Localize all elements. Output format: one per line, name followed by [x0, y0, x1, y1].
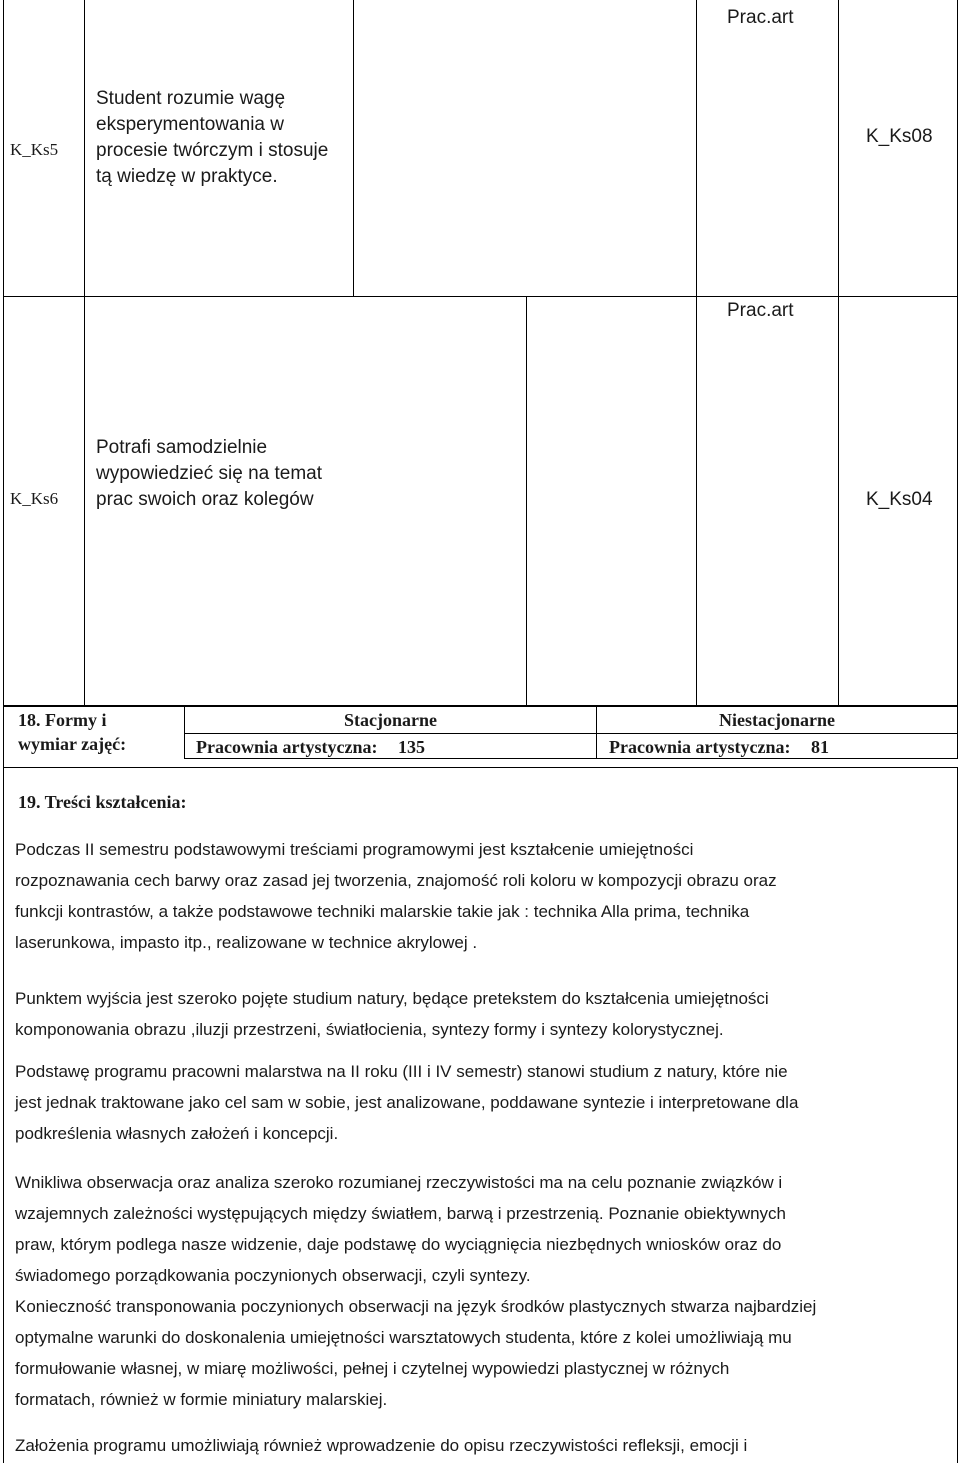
s18-col1-value-number: 135 [397, 737, 425, 757]
ref-cell: K_Ks08 [866, 126, 933, 147]
paragraph-line: Założenia programu umożliwiają również wprowadzenie do opisu rzeczywistości refleksji, emocji i [15, 1436, 748, 1455]
table-col-line-2 [353, 0, 354, 296]
s18-left-line [3, 707, 4, 767]
table-row-line-1 [3, 296, 958, 297]
paragraph-line: praw, którym podlega nasze widzenie, daje podstawę do wyciągnięcia niezbędnych wniosków oraz do [15, 1235, 782, 1254]
method-cell: Prac.art [727, 300, 794, 321]
table-row-line-2 [3, 705, 958, 707]
paragraph-line: Podstawę programu pracowni malarstwa na II roku (III i IV semestr) stanowi studium z natury, które nie [15, 1062, 788, 1081]
s18-col2-value-number: 81 [810, 737, 829, 757]
description-cell [96, 435, 322, 513]
description-line: eksperymentowania w [96, 114, 284, 135]
paragraph-line: optymalne warunki do doskonalenia umiejętności warsztatowych studenta, które z kolei umożliwiają mu [15, 1328, 792, 1347]
s19-right-line [957, 767, 958, 1463]
table-col-line-5 [838, 0, 839, 706]
code-cell: K_Ks5 [10, 140, 59, 159]
s18-col2-value [609, 735, 829, 759]
table-col-line-1 [84, 0, 85, 706]
s19-paragraph-4 [15, 1167, 950, 1415]
s18-col1-value-label: Pracownia artystyczna: [196, 737, 378, 757]
ref-cell: K_Ks04 [866, 489, 933, 510]
s19-paragraph-3 [15, 1056, 950, 1149]
table-border-right [957, 0, 958, 706]
paragraph-line: Konieczność transponowania poczynionych obserwacji na język środków plastycznych stwarza najbardziej [15, 1297, 817, 1316]
s19-paragraph-2 [15, 983, 950, 1045]
paragraph-line: Wnikliwa obserwacja oraz analiza szeroko rozumianej rzeczywistości ma na celu poznanie związków i [15, 1173, 783, 1192]
s18-col2-header: Niestacjonarne [719, 710, 835, 730]
paragraph-line: Podczas II semestru podstawowymi treściami programowymi jest kształcenie umiejętności [15, 840, 694, 859]
table-border-left [3, 0, 4, 706]
table-col-line-3 [526, 296, 527, 706]
s18-header-line [184, 733, 957, 734]
s18-col2-value-label: Pracownia artystyczna: [609, 737, 791, 757]
s18-label-line2: wymiar zajęć: [18, 734, 127, 754]
paragraph-line: Punktem wyjścia jest szeroko pojęte studium natury, będące pretekstem do kształcenia umiejętności [15, 989, 769, 1008]
s19-paragraph-1 [15, 834, 950, 958]
s18-col1-header: Stacjonarne [344, 710, 437, 730]
description-line: Student rozumie wagę [96, 88, 286, 109]
paragraph-line: laserunkowa, impasto itp., realizowane w technice akrylowej . [15, 933, 478, 952]
description-line: procesie twórczym i stosuje [96, 140, 329, 161]
paragraph-line: komponowania obrazu ,iluzji przestrzeni, światłocienia, syntezy formy i syntezy kolorystycznej. [15, 1020, 724, 1039]
paragraph-line: funkcji kontrastów, a także podstawowe techniki malarskie takie jak : technika Alla prima, technika [15, 902, 750, 921]
paragraph-line: rozpoznawania cech barwy oraz zasad jej tworzenia, znajomość roli koloru w kompozycji obrazu oraz [15, 871, 777, 890]
description-line: prac swoich oraz kolegów [96, 489, 314, 510]
description-line: wypowiedzieć się na temat [96, 463, 322, 484]
paragraph-line: formatach, również w formie miniatury malarskiej. [15, 1390, 388, 1409]
paragraph-line: podkreślenia własnych założeń i koncepcji. [15, 1124, 339, 1143]
table-col-line-4 [696, 0, 697, 706]
s18-col1-value [196, 735, 425, 759]
description-line: Potrafi samodzielnie [96, 437, 268, 458]
s18-right-line [957, 707, 958, 759]
code-cell: K_Ks6 [10, 489, 59, 508]
s18-label [18, 708, 126, 756]
paragraph-line: świadomego porządkowania poczynionych obserwacji, czyli syntezy. [15, 1266, 531, 1285]
paragraph-line: formułowanie własnej, w miarę możliwości, pełnej i czytelnej wypowiedzi plastycznej w różnych [15, 1359, 730, 1378]
paragraph-line: wzajemnych zależności występujących między światłem, barwą i przestrzenią. Poznanie obiektywnych [15, 1204, 786, 1223]
paragraph-line: jest jednak traktowane jako cel sam w sobie, jest analizowane, poddawane syntezie i interpretowane dla [15, 1093, 799, 1112]
description-cell [96, 86, 328, 190]
method-cell: Prac.art [727, 7, 794, 28]
s19-paragraph-5 [15, 1430, 950, 1461]
description-line: tą wiedzę w praktyce. [96, 166, 278, 187]
s18-label-line1: 18. Formy i [18, 710, 107, 730]
s19-left-line [3, 767, 4, 1463]
s19-heading: 19. Treści kształcenia: [18, 792, 187, 812]
s19-top-line [3, 767, 958, 768]
